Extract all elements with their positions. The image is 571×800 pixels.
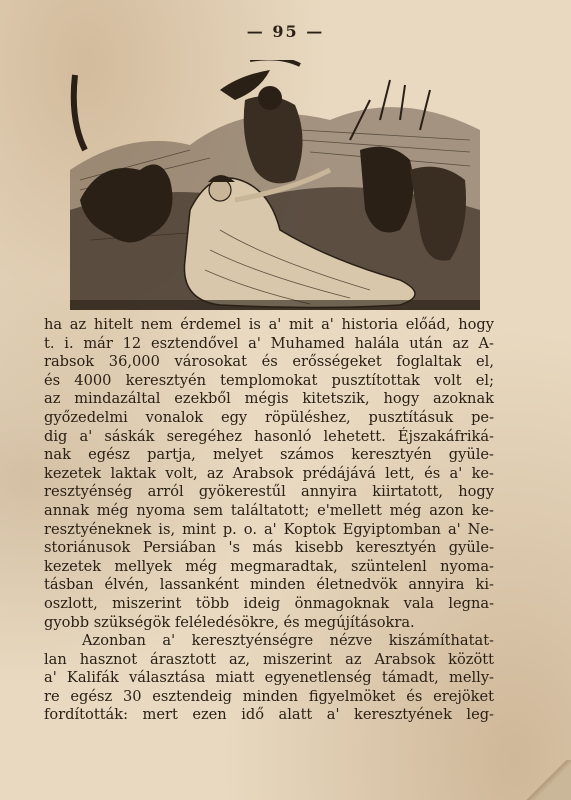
page-number: — 95 —	[246, 22, 325, 41]
text-line: oszlott, miszerint több ideig önmagoknak vala legna-	[44, 594, 494, 612]
text-line: ha az hitelt nem érdemel is a' mit a' historia előád, hogy	[44, 316, 494, 333]
text-line: t. i. már 12 esztendővel a' Muhamed halála után az A-	[44, 334, 494, 352]
text-line: resztyéneknek is, mint p. o. a' Koptok Egyiptomban a' Ne-	[44, 520, 494, 538]
text-line: storiánusok Persiában 's más kisebb keresztyén gyüle-	[44, 539, 494, 557]
text-line: a' Kalifák választása miatt egyenetlenség támadt, melly-	[44, 669, 494, 687]
text-line: gyobb szükségök feléledésökre, és megújításokra.	[44, 613, 415, 631]
text-line: resztyénség arról gyökerestűl annyira kiirtatott, hogy	[44, 483, 494, 501]
text-line: nak egész partja, melyet számos keresztyén gyüle-	[44, 446, 494, 464]
text-line: fordították: mert ezen idő alatt a' keresztyének leg-	[44, 706, 494, 724]
text-line: kezetek mellyek még megmaradtak, szüntelenl nyoma-	[44, 557, 494, 575]
text-line: lan hasznot árasztott az, miszerint az Arabsok között	[44, 650, 494, 668]
body-text	[44, 316, 494, 725]
text-line: és 4000 keresztyén templomokat pusztítottak volt el;	[44, 371, 494, 389]
text-line: re egész 30 esztendeig minden figyelmöket és erejöket	[44, 687, 494, 705]
woodcut-illustration	[70, 60, 480, 310]
text-line: Azonban a' keresztyénségre nézve kiszámíthatat-	[82, 632, 494, 650]
paragraph-1	[44, 316, 494, 632]
paragraph-2	[44, 632, 494, 725]
text-line: annak még nyoma sem találtatott; e'mellett még azon ke-	[44, 501, 494, 519]
text-line: az mindazáltal ezekből mégis kitetszik, hogy azoknak	[44, 390, 494, 408]
text-line: tásban élvén, lassanként minden életnedvök annyira ki-	[44, 576, 494, 594]
text-line: kezetek laktak volt, az Arabsok prédájává lett, és a' ke-	[44, 464, 494, 482]
page-corner-fold	[521, 760, 571, 800]
text-line: győzedelmi vonalok egy röpüléshez, pusztításuk pe-	[44, 408, 494, 426]
text-line: rabsok 36,000 városokat és erősségeket foglaltak el,	[44, 353, 494, 371]
text-line: dig a' sáskák seregéhez hasonló lehetett. Éjszakáfriká-	[44, 427, 494, 445]
